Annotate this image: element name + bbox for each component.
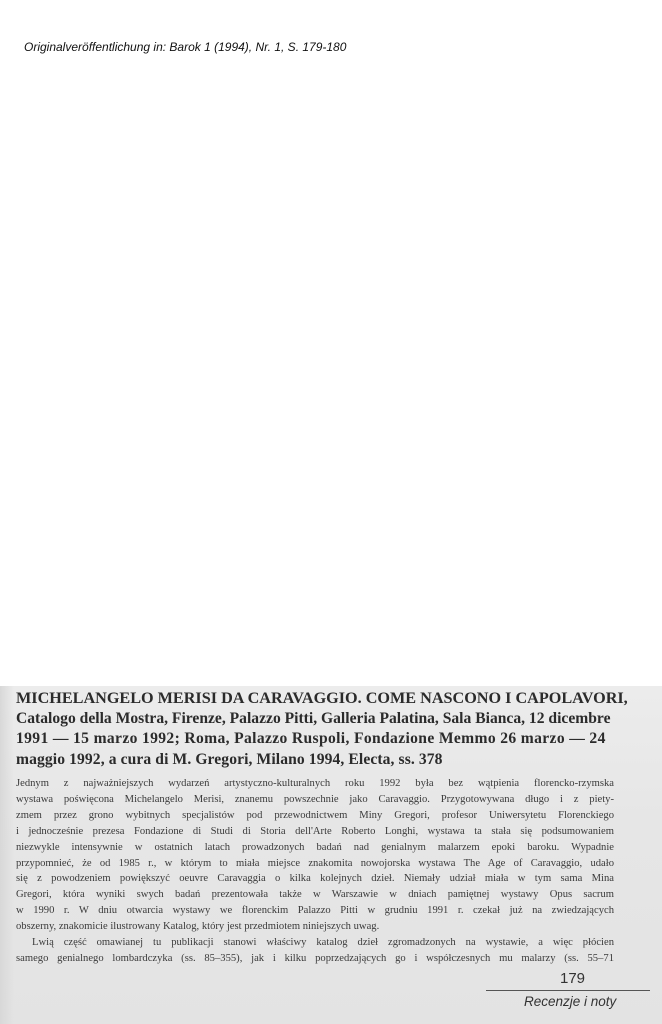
- body-line: w 1990 r. W dniu otwarcia wystawy we florenckim Palazzo Pitti w grudniu 1991 r. czekał już na zwiedzających: [16, 905, 614, 917]
- title-line: MICHELANGELO MERISI DA CARAVAGGIO. COME NASCONO I CAPOLAVORI,: [16, 689, 628, 707]
- body-line: Lwią część omawianej tu publikacji stanowi właściwy katalog dzieł zgromadzonych na wystawie, a więc płócien: [32, 937, 614, 949]
- body-line: niezwykle intensywnie w ostatnich latach prowadzonych badań nad genialnym malarzem epoki baroku. Wypadnie: [16, 841, 614, 853]
- body-line: przypomnieć, że od 1985 r., w którym to miała miejsce znakomita nowojorska wystawa The Age of Caravaggio, udało: [16, 857, 614, 869]
- footer-rule: [486, 990, 650, 991]
- review-title: [16, 688, 628, 770]
- body-line: samego genialnego lombardczyka (ss. 85–355), jak i kilku poprzedzających go i współczesnych mu malarzy (ss. 55–71: [16, 952, 614, 964]
- body-line: się z powodzeniem powiększyć oeuvre Caravaggia o kilka kolejnych dzieł. Niemały udział miała w tym sama Mina: [16, 873, 614, 885]
- review-body: [16, 776, 616, 967]
- section-name: Recenzje i noty: [524, 994, 617, 1009]
- scan-shadow-edge: [0, 686, 14, 1024]
- body-line: i jednocześnie prezesa Fondazione di Studi di Storia dell'Arte Roberto Longhi, wystawa ta stała się podsumowaniem: [16, 825, 614, 837]
- source-note: Originalveröffentlichung in: Barok 1 (1994), Nr. 1, S. 179-180: [24, 40, 347, 54]
- page-number: 179: [560, 970, 586, 987]
- body-line: wystawa poświęcona Michelangelo Merisi, znanemu powszechnie jako Caravaggio. Przygotowywana długo i z piety-: [16, 793, 614, 805]
- body-line: Gregori, która wyniki swych badań prezentowała także w Warszawie w dniach pamiętnej wystawy Opus sacrum: [16, 889, 614, 901]
- body-line: Jednym z najważniejszych wydarzeń artystyczno-kulturalnych roku 1992 była bez wątpienia florencko-rzymska: [16, 778, 614, 789]
- body-line: obszerny, znakomicie ilustrowany Katalog, który jest przedmiotem niniejszych uwag.: [16, 921, 380, 933]
- title-line: maggio 1992, a cura di M. Gregori, Milano 1994, Electa, ss. 378: [16, 750, 443, 768]
- body-line: zmem przez grono wybitnych specjalistów pod przewodnictwem Miny Gregori, profesor Uniwersytetu Florenckiego: [16, 809, 614, 821]
- title-line: 1991 — 15 marzo 1992; Roma, Palazzo Ruspoli, Fondazione Memmo 26 marzo — 24: [16, 730, 606, 747]
- title-line: Catalogo della Mostra, Firenze, Palazzo Pitti, Galleria Palatina, Sala Bianca, 12 dicembre: [16, 709, 611, 727]
- page-top-margin: [0, 0, 662, 36]
